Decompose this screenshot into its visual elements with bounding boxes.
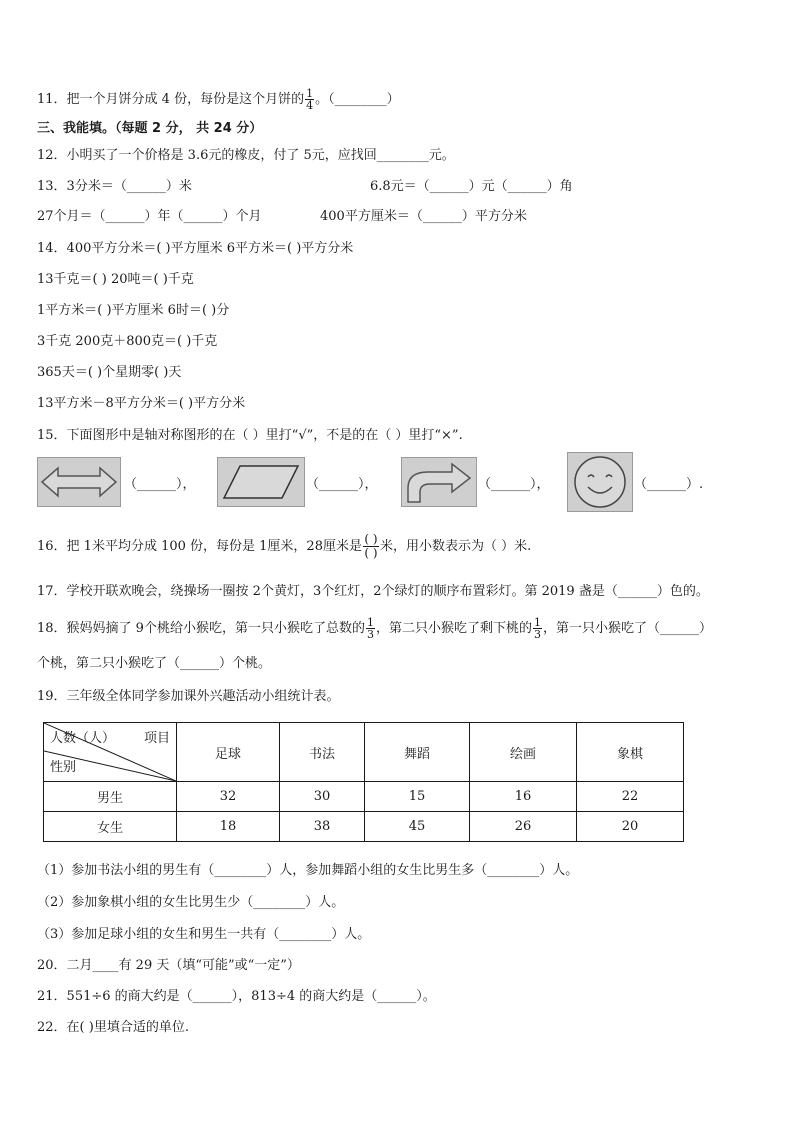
question-12: 12．小明买了一个价格是 3.6元的橡皮，付了 5元，应找回________元。 (37, 148, 455, 163)
question-19-title: 19．三年级全体同学参加课外兴趣活动小组统计表。 (37, 689, 340, 704)
question-14-line6: 13平方米－8平方分米＝( )平方分米 (37, 396, 246, 411)
section-3-title: 三、我能填。（每题 2 分， 共 24 分） (37, 121, 263, 136)
smiley-face-icon (568, 453, 632, 511)
question-13-d: 400平方厘米＝（______）平方分米 (320, 209, 527, 224)
question-15: 15．下面图形中是轴对称图形的在（ ）里打“√”，不是的在（ ）里打“×”. (37, 428, 463, 443)
shape-2-answer: （______）， (306, 477, 378, 492)
fraction-one-third-b: $\frac{1}{3}$ (533, 616, 541, 641)
double-arrow-shape (37, 457, 121, 507)
table-cell: 16 (470, 782, 577, 812)
question-11: 11．把一个月饼分成 4 份，每份是这个月饼的 $\frac{1}{4}$ 。（________） (37, 87, 400, 112)
question-17: 17．学校开联欢晚会，绕操场一圈按 2个黄灯，3个红灯，2个绿灯的顺序布置彩灯。第 2019 盏是（______）色的。 (37, 584, 709, 599)
fraction-one-quarter: $\frac{1}{4}$ (306, 87, 314, 112)
question-19-part3: （3）参加足球小组的女生和男生一共有（________）人。 (37, 927, 371, 942)
table-cell: 26 (470, 812, 577, 842)
table-cell: 32 (177, 782, 280, 812)
shape-1-answer: （______）， (124, 477, 196, 492)
column-header: 绘画 (470, 723, 577, 782)
question-14-line4: 3千克 200克＋800克＝( )千克 (37, 334, 218, 349)
diagonal-header-cell: 项目 人数（人） 性别 (44, 723, 177, 782)
question-14-line2: 13千克＝( ) 20吨＝( )千克 (37, 272, 194, 287)
table-cell: 20 (577, 812, 684, 842)
fraction-one-third-a: $\frac{1}{3}$ (366, 616, 374, 641)
table-cell: 22 (577, 782, 684, 812)
question-14-line5: 365天＝( )个星期零( )天 (37, 365, 182, 380)
column-header: 象棋 (577, 723, 684, 782)
column-header: 书法 (280, 723, 365, 782)
question-13-c: 27个月＝（______）年（______）个月 (37, 209, 262, 224)
question-16: 16．把 1米平均分成 100 份，每份是 1厘米，28厘米是 ( ) ( ) 米，用小数表示为（ ）米. (37, 532, 532, 560)
question-19-part2: （2）参加象棋小组的女生比男生少（________）人。 (37, 895, 345, 910)
double-arrow-icon (38, 458, 120, 506)
question-18-line2: 个桃，第二只小猴吃了（______）个桃。 (37, 656, 272, 671)
question-20: 20．二月____有 29 天（填“可能”或“一定”） (37, 958, 300, 973)
table-row (44, 812, 684, 842)
table-cell: 15 (365, 782, 470, 812)
activity-stats-table (43, 722, 684, 842)
blank-fraction: ( ) ( ) (364, 532, 378, 560)
table-cell: 45 (365, 812, 470, 842)
column-header: 足球 (177, 723, 280, 782)
table-cell: 38 (280, 812, 365, 842)
table-cell: 18 (177, 812, 280, 842)
question-13-a: 13．3分米＝（______）米 (37, 179, 192, 194)
question-14-line1: 14．400平方分米＝( )平方厘米 6平方米＝( )平方分米 (37, 241, 354, 256)
question-22: 22．在( )里填合适的单位. (37, 1020, 189, 1035)
table-row (44, 782, 684, 812)
shape-3-answer: （______）， (478, 477, 550, 492)
parallelogram-shape (217, 457, 305, 507)
shape-4-answer: （______）. (634, 477, 704, 492)
curved-arrow-icon (402, 458, 476, 506)
question-14-line3: 1平方米＝( )平方厘米 6时＝( )分 (37, 303, 230, 318)
row-label: 女生 (44, 812, 177, 842)
question-21: 21．551÷6 的商大约是（______），813÷4 的商大约是（______）。 (37, 989, 436, 1004)
column-header: 舞蹈 (365, 723, 470, 782)
question-18-line1: 18．猴妈妈摘了 9个桃给小猴吃，第一只小猴吃了总数的 $\frac{1}{3}$ ，第二只小猴吃了剩下桃的 $\frac{1}{3}$ ，第一只小猴吃了（______） (37, 616, 712, 641)
row-label: 男生 (44, 782, 177, 812)
question-19-part1: （1）参加书法小组的男生有（________）人，参加舞蹈小组的女生比男生多（________）人。 (37, 863, 579, 878)
curved-arrow-shape (401, 457, 477, 507)
question-13-b: 6.8元＝（______）元（______）角 (370, 179, 573, 194)
smiley-face-shape (567, 452, 633, 512)
table-cell: 30 (280, 782, 365, 812)
parallelogram-icon (218, 458, 304, 506)
